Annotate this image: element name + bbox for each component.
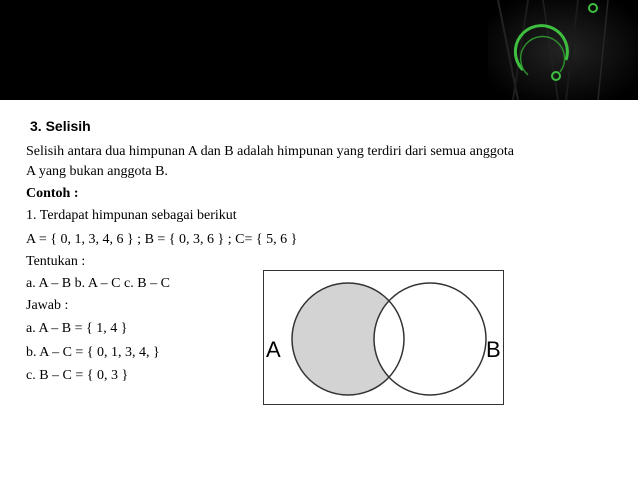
venn-label-b: B — [486, 337, 501, 362]
definition-line-2: A yang bukan anggota B. — [26, 164, 168, 179]
answer-c: c. B – C = { 0, 3 } — [26, 368, 129, 383]
task-label: Tentukan : — [26, 254, 86, 269]
task-list: a. A – B b. A – C c. B – C — [26, 276, 170, 291]
venn-diagram — [263, 270, 504, 405]
answer-a: a. A – B = { 1, 4 } — [26, 321, 128, 336]
venn-svg — [264, 271, 503, 404]
example-label: Contoh : — [26, 186, 79, 201]
definition-line-1: Selisih antara dua himpunan A dan B adalah himpunan yang terdiri dari semua anggota — [26, 144, 514, 159]
set-definitions: A = { 0, 1, 3, 4, 6 } ; B = { 0, 3, 6 } ; C= { 5, 6 } — [26, 232, 298, 247]
answer-label: Jawab : — [26, 298, 69, 313]
example-item-1: 1. Terdapat himpunan sebagai berikut — [26, 208, 237, 223]
decorative-swirl-icon — [488, 0, 638, 100]
header-banner — [0, 0, 638, 100]
venn-label-a: A — [266, 337, 281, 362]
answer-b: b. A – C = { 0, 1, 3, 4, } — [26, 345, 160, 360]
section-title: 3. Selisih — [30, 118, 91, 134]
